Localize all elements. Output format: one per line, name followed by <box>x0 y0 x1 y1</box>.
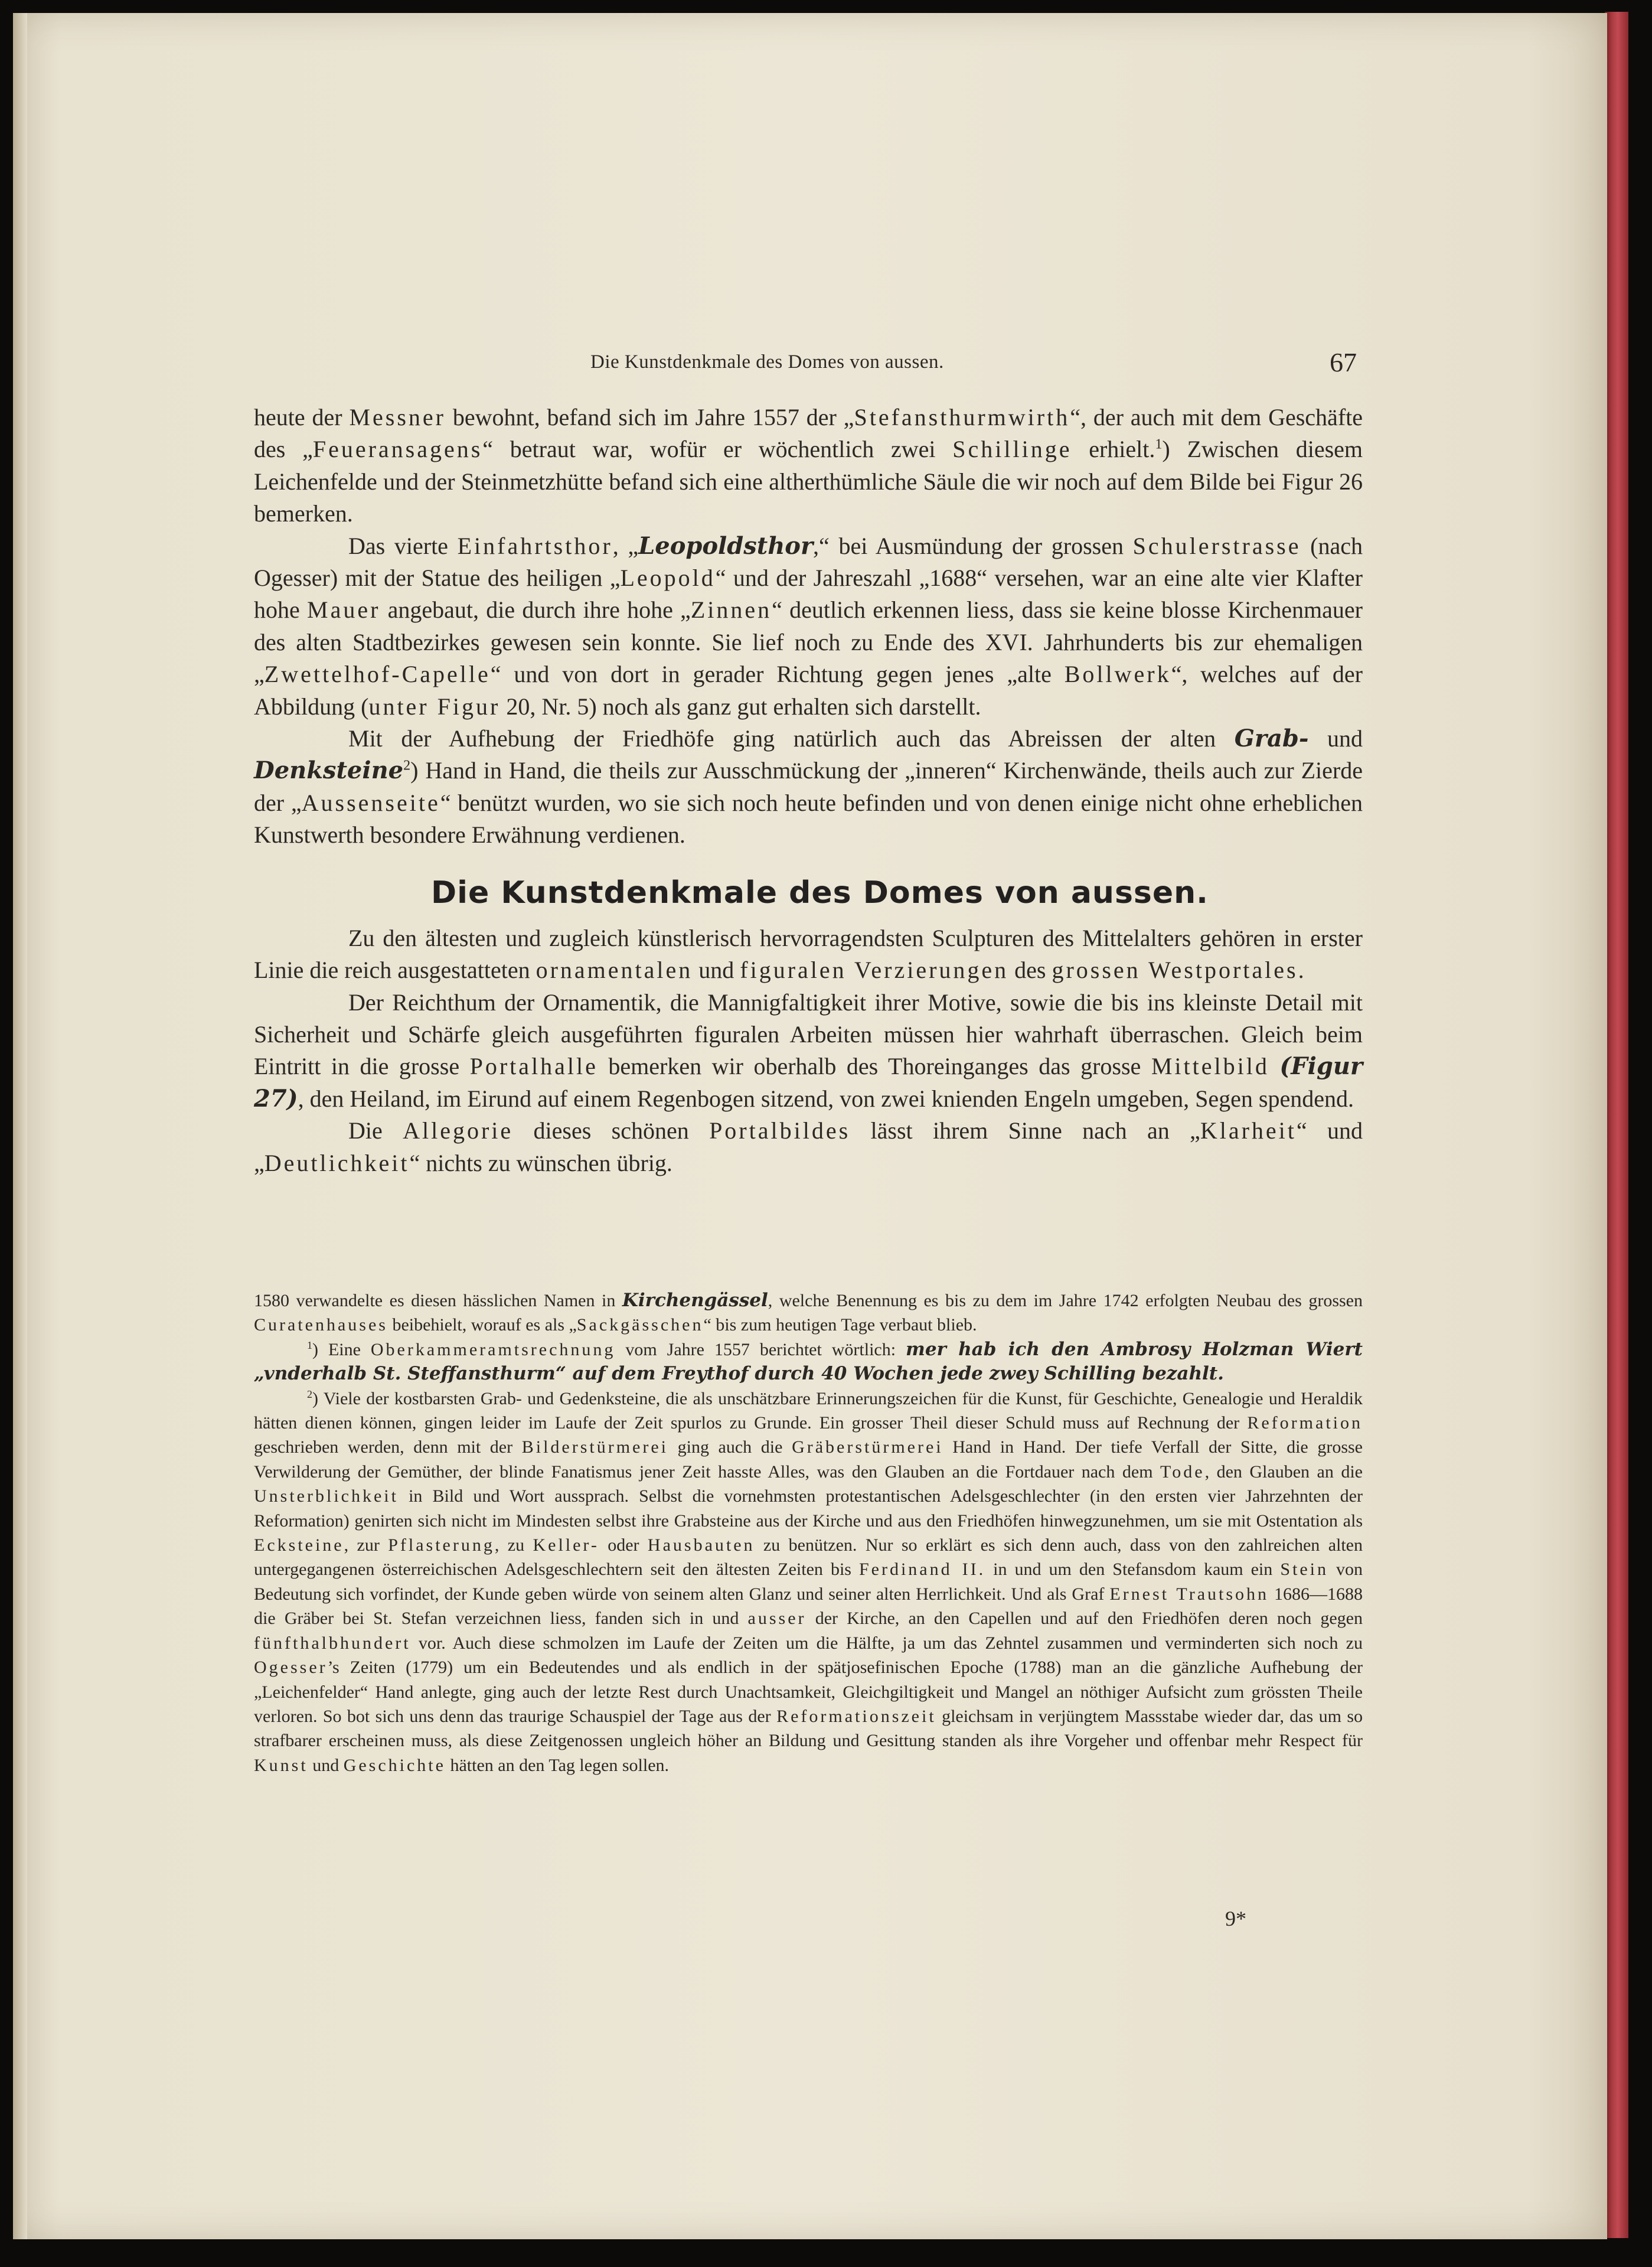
figure-reference: (Figur 27) <box>254 1052 1363 1113</box>
page-gutter <box>13 13 27 2239</box>
book-edge <box>1605 12 1628 2238</box>
paragraph: heute der Messner bewohnt, befand sich im Jahre 1557 der „Stefansthurmwirth“, der auch mit dem Geschäfte des „Feueransagens“ betraut war, wofür er wöchentlich zwei Schillinge erhielt.$^1$) Zwischen diesem Leichenfelde und der Steinmetzhütte befand sich eine altherthümliche Säule die wir noch auf dem Bilde bei Figur 26 bemerken. <box>254 404 1363 527</box>
footnote: $^1$) Eine Oberkammeramtsrechnung vom Jahre 1557 berichtet wörtlich: mer hab ich den Ambrosy Holzman Wiert „vnderhalb St. Steffansthurm“ auf dem Freythof durch 40 Wochen jede zwey Schilling bezahlt. <box>254 1338 1363 1385</box>
body-text <box>254 402 1363 1179</box>
signature-mark: 9* <box>1225 1907 1246 1930</box>
paragraph: Mit der Aufhebung der Friedhöfe ging natürlich auch das Abreissen der alten Grab- und Denksteine$^2$) Hand in Hand, die theils zur Ausschmückung der „inneren“ Kirchenwände, theils auch zur Zierde der „Aussenseite“ benützt wurden, wo sie sich noch heute befinden und von denen einige nicht ohne erheblichen Kunstwerth besondere Erwähnung verdienen. <box>254 725 1363 849</box>
footnote: $^2$) Viele der kostbarsten Grab- und Gedenksteine, die als unschätzbare Erinnerungszeichen für die Kunst, für Geschichte, Genealogie und Heraldik hätten dienen können, gingen leider im Laufe der Zeit spurlos zu Grunde. Ein grosser Theil dieser Schuld muss auf Rechnung der Reformation geschrieben werden, denn mit der Bilderstürmerei ging auch die Gräberstürmerei Hand in Hand. Der tiefe Verfall der Sitte, die grosse Verwilderung der Gemüther, der blinde Fanatismus jener Zeit hasste Alles, was den Glauben an die Fortdauer nach dem Tode, den Glauben an die Unsterblichkeit in Bild und Wort aussprach. Selbst die vornehmsten protestantischen Adelsgeschlechter (in den ersten vier Jahrzehnten der Reformation) genirten sich nicht im Mindesten selbst ihre Grabsteine aus der Kirche und aus den Friedhöfen hinwegzunehmen, um sie mit Ostentation als Ecksteine, zur Pflasterung, zu Keller- oder Hausbauten zu benützen. Nur so erklärt es sich denn auch, dass von den zahlreichen alten untergegangenen österreichischen Adelsgeschlechtern seit den ältesten Zeiten bis Ferdinand II. in und um den Stefansdom kaum ein Stein von Bedeutung sich vorfindet, der Kunde geben würde von seinem alten Glanz und seiner alten Herrlichkeit. Und als Graf Ernest Trautsohn 1686—1688 die Gräber bei St. Stefan verzeichnen liess, fanden sich in und ausser der Kirche, an den Capellen und auf den Friedhöfen deren noch gegen fünfthalbhundert vor. Auch diese schmolzen im Laufe der Zeiten um die Hälfte, ja um das Zehntel zusammen und verminderten sich noch zu Ogesser’s Zeiten (1779) um ein Bedeutendes und als endlich in der spätjosefinischen Epoche (1788) man an die gänzliche Aufhebung der „Leichenfelder“ Hand anlegte, ging auch der letzte Rest durch Unachtsamkeit, Gleichgiltigkeit und Mangel an nöthiger Aufsicht zum grössten Theile verloren. So bot sich uns denn das traurige Schauspiel der Tage aus der Reformationszeit gleichsam in verjüngtem Massstabe wieder dar, das um so strafbarer erscheinen muss, als diese Zeitgenossen ungleich höher an Bildung und Gesittung standen als ihre Vorgeher und offenbar mehr Respect für Kunst und Geschichte hätten an den Tag legen sollen. <box>254 1388 1363 1775</box>
book-page <box>13 13 1607 2239</box>
running-title: Die Kunstdenkmale des Domes von aussen. <box>590 351 944 373</box>
footnote-ref: 2 <box>403 758 411 774</box>
running-head <box>254 347 1363 376</box>
footnote-ref: 1 <box>1155 437 1163 453</box>
section-heading: Die Kunstdenkmale des Domes von aussen. <box>431 875 1209 911</box>
footnote: 1580 verwandelte es diesen hässlichen Namen in Kirchengässel, welche Benennung es bis zu dem im Jahre 1742 erfolgten Neubau des grossen Curatenhauses beibehielt, worauf es als „Sackgässchen“ bis zum heutigen Tage verbaut blieb. <box>254 1290 1363 1335</box>
paragraph: Zu den ältesten und zugleich künstlerisch hervorragendsten Sculpturen des Mittelalters gehören in erster Linie die reich ausgestatteten ornamentalen und figuralen Verzierungen des grossen Westportales. <box>254 924 1363 984</box>
footnotes <box>254 1289 1363 1777</box>
paragraph: Der Reichthum der Ornamentik, die Mannigfaltigkeit ihrer Motive, sowie die bis ins kleinste Detail mit Sicherheit und Schärfe gleich ausgeführten figuralen Arbeiten müssen hier wahrhaft überraschen. Gleich beim Eintritt in die grosse Portalhalle bemerken wir oberhalb des Thoreinganges das grosse Mittelbild (Figur 27), den Heiland, im Eirund auf einem Regenbogen sitzend, von zwei knienden Engeln umgeben, Segen spendend. <box>254 989 1363 1113</box>
paragraph: Die Allegorie dieses schönen Portalbildes lässt ihrem Sinne nach an „Klarheit“ und „Deutlichkeit“ nichts zu wünschen übrig. <box>254 1117 1363 1176</box>
page-number: 67 <box>1330 347 1357 377</box>
paragraph: Das vierte Einfahrtsthor, „Leopoldsthor,“ bei Ausmündung der grossen Schulerstrasse (nach Ogesser) mit der Statue des heiligen „Leopold“ und der Jahreszahl „1688“ versehen, war an eine alte vier Klafter hohe Mauer angebaut, die durch ihre hohe „Zinnen“ deutlich erkennen liess, dass sie keine blosse Kirchenmauer des alten Stadtbezirkes gewesen sein konnte. Sie lief noch zu Ende des XVI. Jahrhunderts bis zur ehemaligen „Zwettelhof-Capelle“ und von dort in gerader Richtung gegen jenes „alte Bollwerk“, welches auf der Abbildung (unter Figur 20, Nr. 5) noch als ganz gut erhalten sich darstellt. <box>254 531 1363 720</box>
